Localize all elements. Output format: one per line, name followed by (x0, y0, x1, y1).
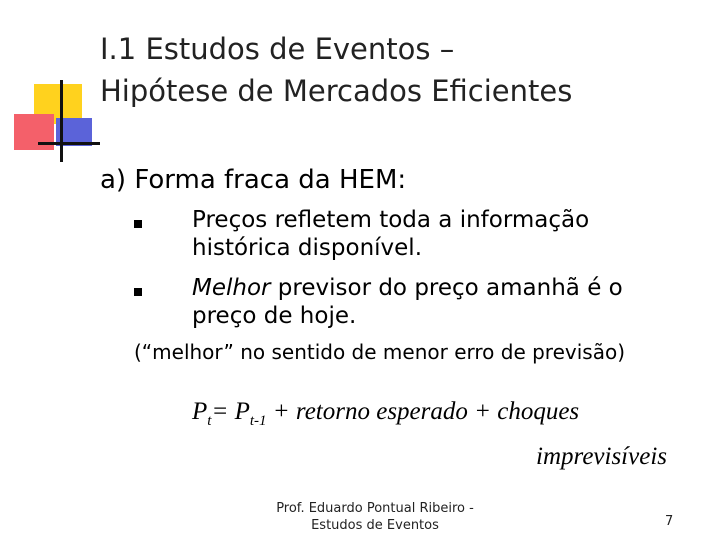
price-formula (192, 394, 667, 475)
logo-vertical-line (60, 80, 63, 162)
bullet-text-2 (192, 274, 692, 330)
formula-eq: = P (211, 398, 250, 425)
corner-logo (0, 0, 100, 170)
bullet-text-1 (192, 206, 692, 262)
footer-course: Estudos de Eventos (311, 518, 439, 533)
formula-rest: + retorno esperado + choques (266, 398, 580, 425)
formula-line-2: imprevisíveis (536, 443, 667, 470)
slide-title (100, 28, 700, 112)
formula-line-1 (192, 394, 667, 439)
bullet-marker-2 (134, 288, 142, 296)
logo-horizontal-line (38, 142, 100, 145)
title-line-2: Hipótese de Mercados Eficientes (100, 74, 573, 108)
footer-author: Prof. Eduardo Pontual Ribeiro - (276, 501, 474, 516)
formula-sub-t1: t-1 (249, 413, 267, 429)
bullet-2-emphasis: Melhor (192, 275, 271, 301)
bullet-1-label: Preços refletem toda a informação histórica disponível. (192, 207, 590, 261)
title-line-1: I.1 Estudos de Eventos – (100, 32, 455, 66)
page-number: 7 (665, 514, 674, 529)
clarification-note: (“melhor” no sentido de menor erro de previsão) (134, 340, 625, 364)
formula-sub-t: t (207, 413, 212, 429)
formula-p: P (192, 398, 208, 425)
bullet-marker-1 (134, 220, 142, 228)
bullet-2-label: previsor do preço amanhã é o preço de hoje. (192, 275, 623, 329)
slide-footer (270, 500, 480, 534)
slide-subtitle: a) Forma fraca da HEM: (100, 165, 407, 195)
